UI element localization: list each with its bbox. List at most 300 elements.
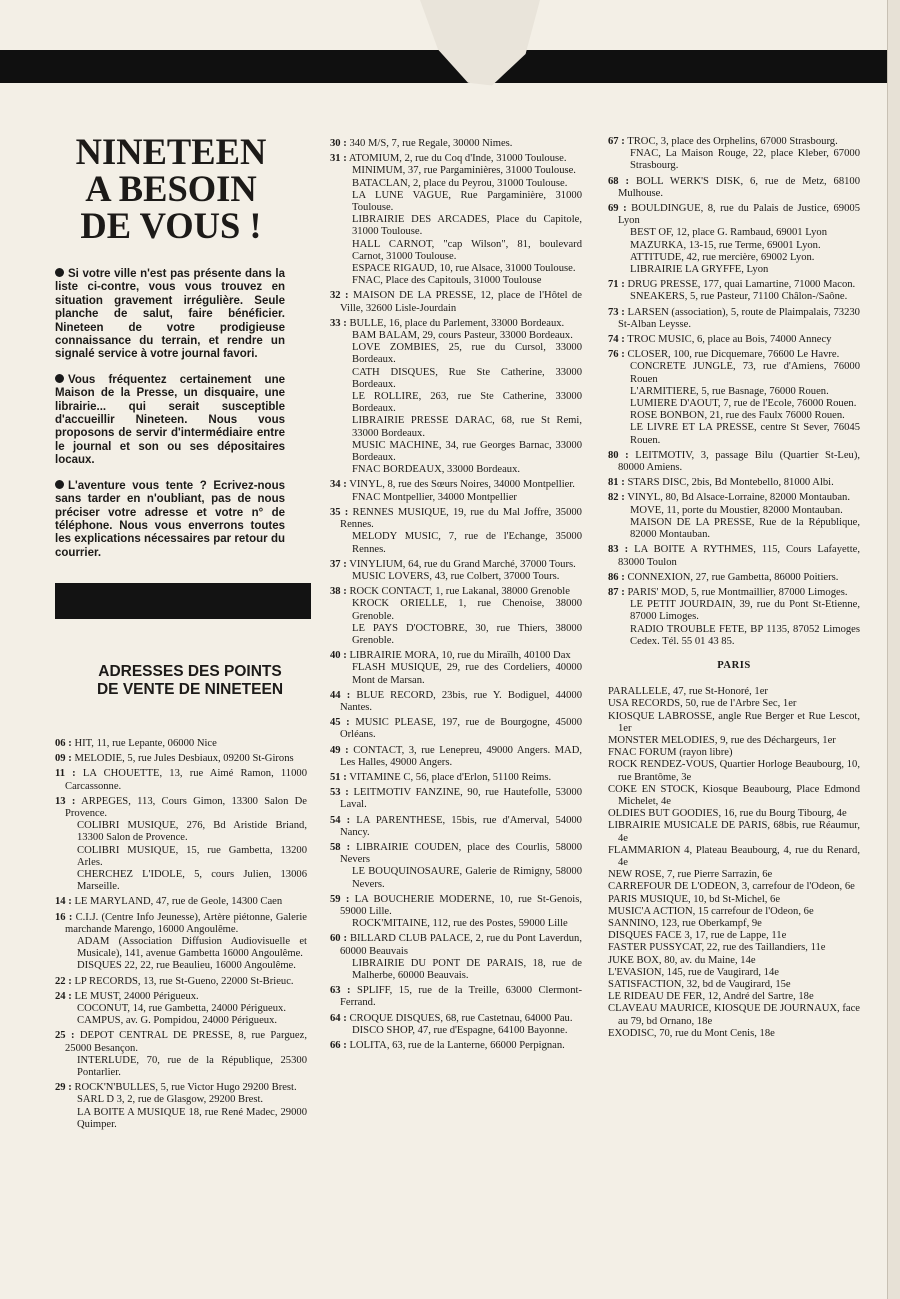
address-entry: [330, 479, 582, 503]
address-text: FLASH MUSIQUE, 29, rue des Cordeliers, 40000 Mont de Marsan.: [352, 662, 582, 686]
address-line: [330, 690, 582, 714]
paris-address: CLAVEAU MAURICE, KIOSQUE DE JOURNAUX, face au 79, bd Ornano, 18e: [608, 1003, 860, 1027]
department-number: 14 :: [55, 896, 72, 908]
address-entry: [608, 477, 860, 489]
address-text: BOULDINGUE, 8, rue du Palais de Justice, 69005 Lyon: [618, 203, 860, 227]
address-entry: [330, 586, 582, 647]
paris-address: FASTER PUSSYCAT, 22, rue des Taillandiers, 11e: [608, 942, 826, 954]
section-title-line-1: ADRESSES DES POINTS: [98, 663, 282, 680]
department-number: 73 :: [608, 306, 625, 318]
department-number: 71 :: [608, 279, 625, 291]
address-line: [55, 1003, 307, 1015]
paris-address: LE RIDEAU DE FER, 12, André del Sartre, 18e: [608, 991, 814, 1003]
address-entry: [330, 787, 582, 811]
address-line: [608, 410, 860, 422]
address-entry: [330, 745, 582, 769]
department-number: 25 :: [55, 1030, 75, 1042]
address-text: LIBRAIRIE PRESSE DARAC, 68, rue St Remi, 33000 Bordeaux.: [352, 415, 582, 439]
address-text: ATTITUDE, 42, rue mercière, 69002 Lyon.: [630, 251, 815, 263]
address-text: CONNEXION, 27, rue Gambetta, 86000 Poitiers.: [627, 571, 839, 583]
address-text: ROCK CONTACT, 1, rue Lakanal, 38000 Grenoble: [349, 586, 570, 598]
address-line: [55, 960, 307, 972]
department-number: 44 :: [330, 689, 351, 701]
bullet-icon: [55, 480, 64, 489]
address-entry: [608, 544, 860, 568]
department-number: 35 :: [330, 506, 349, 518]
address-entry: [55, 796, 307, 894]
address-line: [330, 415, 582, 439]
address-line: [608, 227, 860, 239]
address-line: [330, 1040, 582, 1052]
address-text: MAZURKA, 13-15, rue Terme, 69001 Lyon.: [630, 239, 821, 251]
address-line: [608, 136, 860, 148]
address-text: VINYL, 8, rue des Sœurs Noires, 34000 Montpellier.: [349, 479, 575, 491]
address-line: [55, 912, 307, 936]
address-entry: [608, 176, 860, 200]
address-line: [608, 492, 860, 504]
address-entry: [330, 772, 582, 784]
address-column-1: [55, 738, 307, 1134]
address-entry: [330, 894, 582, 931]
address-text: LOLITA, 63, rue de la Lanterne, 66000 Perpignan.: [349, 1040, 565, 1052]
address-line: [330, 918, 582, 930]
paris-address: L'EVASION, 145, rue de Vaugirard, 14e: [608, 966, 779, 978]
address-line: [330, 571, 582, 583]
address-text: DISCO SHOP, 47, rue d'Espagne, 64100 Bayonne.: [352, 1024, 568, 1036]
address-text: TROC, 3, place des Orphelins, 67000 Strasbourg.: [627, 136, 838, 147]
address-text: RADIO TROUBLE FETE, BP 1135, 87052 Limoges Cedex. Tél. 55 01 43 85.: [630, 623, 860, 647]
address-line: [330, 623, 582, 647]
address-entry: [608, 587, 860, 648]
address-line: [330, 367, 582, 391]
address-line: [330, 598, 582, 622]
address-entry: [608, 307, 860, 331]
address-text: RENNES MUSIQUE, 19, rue du Mal Joffre, 35000 Rennes.: [340, 506, 582, 531]
address-text: HIT, 11, rue Lepante, 06000 Nice: [74, 738, 217, 749]
address-entry: [608, 492, 860, 541]
address-line: [330, 717, 582, 741]
headline-line-1: NINETEEN: [75, 131, 267, 172]
address-line: [330, 586, 582, 598]
intro-paragraph-1: Si votre ville n'est pas présente dans la liste ci-contre, vous vous trouvez en situation gravement irrégulière. Seule planche de salut, faire bénéficier. Nineteen de votre prodigieuse connaissance du terrain, et rendre un signalé service à votre journal favori.: [55, 268, 285, 361]
department-number: 80 :: [608, 449, 629, 461]
address-line: [55, 820, 307, 844]
address-text: LIBRAIRIE COUDEN, place des Courlis, 58000 Nevers: [340, 841, 582, 866]
address-text: DEPOT CENTRAL DE PRESSE, 8, rue Parguez, 25000 Besançon.: [65, 1030, 307, 1054]
address-text: MUSIC PLEASE, 197, rue de Bourgogne, 45000 Orléans.: [340, 717, 582, 741]
address-line: [330, 138, 582, 150]
address-text: LA PARENTHESE, 15bis, rue d'Amerval, 54000 Nancy.: [340, 814, 582, 838]
address-text: COCONUT, 14, rue Gambetta, 24000 Périgueux.: [77, 1003, 286, 1015]
address-line: [330, 464, 582, 476]
address-entry: [608, 279, 860, 303]
section-title: [55, 663, 325, 699]
address-line: [55, 1015, 307, 1027]
address-line: [55, 976, 307, 988]
address-text: CONTACT, 3, rue Lenepreu, 49000 Angers. MAD, Les Halles, 49000 Angers.: [340, 744, 582, 768]
address-entry: [330, 985, 582, 1009]
address-line: [608, 203, 860, 227]
address-line: [55, 1030, 307, 1054]
address-line: [55, 869, 307, 893]
address-entry: [55, 912, 307, 973]
address-line: [608, 587, 860, 599]
address-line: [608, 477, 860, 489]
address-text: MELODIE, 5, rue Jules Desbiaux, 09200 St-Girons: [74, 753, 294, 765]
address-line: [55, 845, 307, 869]
address-text: SNEAKERS, 5, rue Pasteur, 71100 Châlon-/Saône.: [630, 291, 848, 303]
paris-address: LIBRAIRIE MUSICALE DE PARIS, 68bis, rue Réaumur, 4e: [608, 820, 860, 844]
address-line: [330, 815, 582, 839]
address-line: [55, 991, 307, 1003]
address-text: FNAC Montpellier, 34000 Montpellier: [352, 491, 517, 503]
address-text: BILLARD CLUB PALACE, 2, rue du Pont Laverdun, 60000 Beauvais: [340, 933, 582, 957]
department-number: 33 :: [330, 317, 347, 329]
address-line: [608, 572, 860, 584]
address-text: LUMIERE D'AOUT, 7, rue de l'Ecole, 76000 Rouen.: [630, 398, 857, 410]
address-line: [330, 330, 582, 342]
paris-address: EXODISC, 70, rue du Mont Cenis, 18e: [608, 1027, 775, 1039]
address-text: LA BOITE A MUSIQUE 18, rue René Madec, 29000 Quimper.: [77, 1106, 307, 1130]
address-line: [330, 531, 582, 555]
address-text: MUSIC LOVERS, 43, rue Colbert, 37000 Tours.: [352, 570, 560, 582]
address-text: SPLIFF, 15, rue de la Treille, 63000 Clermont-Ferrand.: [340, 985, 582, 1009]
address-entry: [55, 1030, 307, 1079]
address-entry: [330, 1040, 582, 1052]
address-line: [330, 985, 582, 1009]
address-line: [608, 291, 860, 303]
address-entry: [330, 153, 582, 287]
headline: [55, 133, 287, 244]
address-text: LOVE ZOMBIES, 25, rue du Cursol, 33000 Bordeaux.: [352, 342, 582, 366]
paris-heading: PARIS: [717, 659, 751, 671]
bullet-icon: [55, 268, 64, 277]
department-number: 37 :: [330, 558, 347, 570]
address-text: DRUG PRESSE, 177, quai Lamartine, 71000 Macon.: [627, 279, 856, 291]
address-text: ROCK'N'BULLES, 5, rue Victor Hugo 29200 Brest.: [74, 1082, 297, 1094]
address-line: [55, 768, 307, 792]
address-column-2: [330, 138, 582, 1055]
top-black-band: [0, 50, 890, 83]
address-line: [330, 650, 582, 662]
department-number: 29 :: [55, 1082, 72, 1094]
department-number: 82 :: [608, 492, 625, 504]
address-line: [330, 842, 582, 866]
address-line: [330, 958, 582, 982]
address-text: LE ROLLIRE, 263, rue Ste Catherine, 33000 Bordeaux.: [352, 391, 582, 415]
address-text: LARSEN (association), 5, route de Plaimpalais, 73230 St-Alban Leysse.: [618, 306, 860, 330]
department-number: 58 :: [330, 841, 351, 853]
address-text: LIBRAIRIE DES ARCADES, Place du Capitole, 31000 Toulouse.: [352, 214, 582, 238]
paris-address: COKE EN STOCK, Kiosque Beaubourg, Place Edmond Michelet, 4e: [608, 783, 860, 807]
address-line: [55, 738, 307, 750]
department-number: 40 :: [330, 650, 347, 662]
address-line: [330, 1013, 582, 1025]
department-number: 83 :: [608, 544, 629, 556]
paris-address: MONSTER MELODIES, 9, rue des Déchargeurs, 1er: [608, 734, 836, 746]
address-line: [55, 1082, 307, 1094]
department-number: 74 :: [608, 334, 625, 346]
department-number: 63 :: [330, 985, 351, 997]
address-text: LP RECORDS, 13, rue St-Gueno, 22000 St-Brieuc.: [74, 975, 294, 987]
paris-address: MUSIC'A ACTION, 15 carrefour de l'Odeon, 6e: [608, 905, 814, 917]
address-text: TROC MUSIC, 6, place au Bois, 74000 Annecy: [627, 334, 832, 346]
address-entry: [330, 1013, 582, 1037]
address-line: [55, 796, 307, 820]
address-text: LA CHOUETTE, 13, rue Aimé Ramon, 11000 Carcassonne.: [65, 768, 307, 792]
intro-text: [55, 268, 285, 572]
address-text: CONCRETE JUNGLE, 73, rue d'Amiens, 76000 Rouen: [630, 361, 860, 385]
address-entry: [330, 507, 582, 556]
address-line: [330, 479, 582, 491]
address-text: LE MUST, 24000 Périgueux.: [74, 990, 199, 1002]
black-band: [55, 583, 311, 619]
department-number: 49 :: [330, 744, 349, 756]
paris-address: KIOSQUE LABROSSE, angle Rue Berger et Rue Lescot, 1er: [608, 710, 860, 734]
address-line: [608, 517, 860, 541]
address-line: [330, 391, 582, 415]
address-entry: [330, 318, 582, 477]
address-entry: [55, 738, 307, 750]
address-text: PARIS' MOD, 5, rue Montmaillier, 87000 Limoges.: [627, 586, 848, 598]
address-line: [330, 190, 582, 214]
address-line: [55, 1055, 307, 1079]
address-text: MUSIC MACHINE, 34, rue Georges Barnac, 33000 Bordeaux.: [352, 439, 582, 464]
paris-address: DISQUES FACE 3, 17, rue de Lappe, 11e: [608, 930, 787, 942]
address-entry: [55, 1082, 307, 1131]
address-line: [330, 507, 582, 531]
address-text: CATH DISQUES, Rue Ste Catherine, 33000 Bordeaux.: [352, 366, 582, 390]
department-number: 53 :: [330, 787, 349, 799]
address-text: LE MARYLAND, 47, rue de Geole, 14300 Caen: [74, 896, 283, 908]
address-line: [608, 422, 860, 446]
address-text: LA BOUCHERIE MODERNE, 10, rue St-Genois, 59000 Lille.: [340, 893, 582, 917]
address-text: LE PAYS D'OCTOBRE, 30, rue Thiers, 38000 Grenoble.: [352, 622, 582, 646]
address-line: [330, 866, 582, 890]
address-text: VINYLIUM, 64, rue du Grand Marché, 37000 Tours.: [349, 558, 576, 570]
address-text: ARPEGES, 113, Cours Gimon, 13300 Salon De Provence.: [65, 795, 307, 820]
address-text: LEITMOTIV FANZINE, 90, rue Hautefolle, 53000 Laval.: [340, 787, 582, 811]
address-line: [330, 559, 582, 571]
address-entry: [55, 768, 307, 792]
department-number: 30 :: [330, 138, 347, 149]
address-text: L'ARMITIERE, 5, rue Basnage, 76000 Rouen.: [630, 385, 829, 397]
address-entry: [608, 572, 860, 584]
address-entry: [330, 815, 582, 839]
address-entry: [330, 842, 582, 891]
department-number: 31 :: [330, 153, 347, 165]
department-number: 54 :: [330, 814, 351, 826]
address-line: [330, 214, 582, 238]
address-text: ADAM (Association Diffusion Audiovisuelle et Musicale), 141, avenue Gambetta 16000 Angoulême.: [77, 936, 307, 960]
address-entry: [330, 290, 582, 314]
address-text: MINIMUM, 37, rue Pargaminières, 31000 Toulouse.: [352, 165, 576, 177]
department-number: 60 :: [330, 933, 348, 945]
address-text: CAMPUS, av. G. Pompidou, 24000 Périgueux.: [77, 1015, 278, 1027]
address-text: MAISON DE LA PRESSE, 12, place de l'Hôtel de Ville, 32600 Lisle-Jourdain: [340, 290, 582, 314]
department-number: 66 :: [330, 1040, 347, 1052]
address-text: FNAC, Place des Capitouls, 31000 Toulouse: [352, 275, 542, 287]
address-line: [55, 1094, 307, 1106]
address-text: MELODY MUSIC, 7, rue de l'Echange, 35000 Rennes.: [352, 531, 582, 555]
address-line: [608, 307, 860, 331]
address-text: ROCK'MITAINE, 112, rue des Postes, 59000 Lille: [352, 918, 568, 930]
address-text: INTERLUDE, 70, rue de la République, 25300 Pontarlier.: [77, 1054, 307, 1079]
address-text: CROQUE DISQUES, 68, rue Castetnau, 64000 Pau.: [349, 1012, 573, 1024]
address-line: [330, 263, 582, 275]
department-number: 64 :: [330, 1012, 347, 1024]
paris-address: OLDIES BUT GOODIES, 16, rue du Bourg Tibourg, 4e: [608, 808, 847, 820]
address-text: ATOMIUM, 2, rue du Coq d'Inde, 31000 Toulouse.: [348, 153, 567, 165]
department-number: 86 :: [608, 571, 625, 583]
address-text: STARS DISC, 2bis, Bd Montebello, 81000 Albi.: [627, 477, 834, 489]
address-text: FNAC BORDEAUX, 33000 Bordeaux.: [352, 464, 521, 476]
address-text: CLOSER, 100, rue Dicquemare, 76600 Le Havre.: [627, 349, 840, 361]
address-entry: [330, 559, 582, 583]
department-number: 87 :: [608, 586, 625, 598]
address-text: BEST OF, 12, place G. Rambaud, 69001 Lyon: [630, 227, 827, 239]
address-line: [608, 505, 860, 517]
department-number: 32 :: [330, 290, 349, 302]
torn-paper-notch: [420, 0, 540, 90]
address-text: BATACLAN, 2, place du Peyrou, 31000 Toulouse.: [352, 177, 568, 189]
paris-address: SANNINO, 123, rue Oberkampf, 9e: [608, 917, 762, 929]
address-text: COLIBRI MUSIQUE, 15, rue Gambetta, 13200 Arles.: [77, 844, 307, 868]
department-number: 11 :: [55, 768, 76, 780]
address-line: [55, 1107, 307, 1131]
address-line: [608, 240, 860, 252]
address-line: [608, 176, 860, 200]
address-text: COLIBRI MUSIQUE, 276, Bd Aristide Briand, 13300 Salon de Provence.: [77, 820, 307, 844]
address-line: [608, 398, 860, 410]
address-entry: [55, 976, 307, 988]
paris-address: PARIS MUSIQUE, 10, bd St-Michel, 6e: [608, 893, 781, 905]
address-line: [330, 239, 582, 263]
address-line: [330, 745, 582, 769]
headline-line-3: DE VOUS !: [80, 205, 262, 246]
address-line: [330, 440, 582, 464]
paris-address: FNAC FORUM (rayon libre): [608, 747, 733, 759]
paris-address: USA RECORDS, 50, rue de l'Arbre Sec, 1er: [608, 698, 797, 710]
address-text: CHERCHEZ L'IDOLE, 5, cours Julien, 13006 Marseille.: [77, 869, 307, 893]
address-text: VITAMINE C, 56, place d'Erlon, 51100 Reims.: [349, 771, 552, 783]
paris-address: ROCK RENDEZ-VOUS, Quartier Horloge Beaubourg, 10, rue Brantôme, 3e: [608, 759, 860, 783]
department-number: 67 :: [608, 136, 625, 147]
address-line: [608, 279, 860, 291]
department-number: 76 :: [608, 349, 625, 361]
address-text: LEITMOTIV, 3, passage Bilu (Quartier St-Leu), 80000 Amiens.: [618, 449, 860, 474]
intro-paragraph-2: Vous fréquentez certainement une Maison de la Presse, un disquaire, une librairie... qui serait susceptible d'accueillir Nineteen. Nous vous proposons de servir d'intermédiaire entre le journal et son ou ses dépositaires locaux.: [55, 373, 285, 467]
address-text: 340 M/S, 7, rue Regale, 30000 Nimes.: [349, 138, 513, 149]
address-text: MAISON DE LA PRESSE, Rue de la République, 82000 Montauban.: [630, 516, 860, 541]
headline-line-2: A BESOIN: [85, 168, 257, 209]
address-text: DISQUES 22, 22, rue Beaulieu, 16000 Angoulême.: [77, 960, 296, 972]
address-line: [55, 753, 307, 765]
address-text: KROCK ORIELLE, 1, rue Chenoise, 38000 Grenoble.: [352, 598, 582, 622]
address-text: MOVE, 11, porte du Moustier, 82000 Montauban.: [630, 504, 843, 516]
address-line: [330, 275, 582, 287]
address-line: [330, 178, 582, 190]
address-text: LIBRAIRIE LA GRYFFE, Lyon: [630, 264, 769, 276]
department-number: 69 :: [608, 203, 627, 215]
address-text: BOLL WERK'S DISK, 6, rue de Metz, 68100 Mulhouse.: [618, 175, 861, 199]
address-entry: [330, 138, 582, 150]
address-entry: [330, 933, 582, 982]
address-line: [608, 148, 860, 172]
address-text: LA LUNE VAGUE, Rue Pargaminière, 31000 Toulouse.: [352, 189, 582, 214]
address-line: [330, 787, 582, 811]
address-line: [608, 361, 860, 385]
address-line: [330, 342, 582, 366]
address-line: [330, 153, 582, 165]
department-number: 68 :: [608, 175, 630, 187]
paris-address: PARALLELE, 47, rue St-Honoré, 1er: [608, 686, 768, 698]
address-line: [330, 1025, 582, 1037]
department-number: 13 :: [55, 795, 76, 807]
address-line: [608, 386, 860, 398]
intro-paragraph-3: L'aventure vous tente ? Ecrivez-nous sans tarder en n'oubliant, pas de nous préciser votre adresse et votre n° de téléphone. Nous vous enverrons toutes les explications nécessaires par retour du courrier.: [55, 479, 285, 559]
department-number: 34 :: [330, 479, 347, 491]
section-title-line-2: DE VENTE DE NINETEEN: [96, 681, 284, 698]
address-entry: [55, 896, 307, 908]
address-line: [55, 896, 307, 908]
page-edge: [887, 0, 900, 1299]
address-text: HALL CARNOT, "cap Wilson", 81, boulevard Carnot, 31000 Toulouse.: [352, 238, 582, 262]
address-column-3: [608, 136, 860, 1040]
address-line: [330, 318, 582, 330]
address-line: [608, 252, 860, 264]
address-line: [608, 450, 860, 474]
address-line: [608, 624, 860, 648]
paris-address: SATISFACTION, 32, bd de Vaugirard, 15e: [608, 979, 791, 990]
address-line: [330, 662, 582, 686]
address-entry: [608, 136, 860, 173]
address-text: BAM BALAM, 29, cours Pasteur, 33000 Bordeaux.: [352, 330, 573, 342]
address-line: [608, 349, 860, 361]
department-number: 06 :: [55, 738, 72, 749]
address-line: [330, 772, 582, 784]
address-text: LE PETIT JOURDAIN, 39, rue du Pont St-Etienne, 87000 Limoges.: [630, 599, 860, 623]
address-text: BLUE RECORD, 23bis, rue Y. Bodiguel, 44000 Nantes.: [340, 689, 582, 713]
department-number: 59 :: [330, 893, 350, 905]
address-text: ROSE BONBON, 21, rue des Faulx 76000 Rouen.: [630, 410, 845, 422]
address-text: LIBRAIRIE MORA, 10, rue du Miraïlh, 40100 Dax: [349, 650, 571, 662]
paris-address: CARREFOUR DE L'ODEON, 3, carrefour de l'Odeon, 6e: [608, 881, 855, 893]
address-text: LIBRAIRIE DU PONT DE PARAIS, 18, rue de Malherbe, 60000 Beauvais.: [352, 957, 582, 981]
address-line: [55, 936, 307, 960]
bullet-icon: [55, 374, 64, 383]
paris-address: FLAMMARION 4, Plateau Beaubourg, 4, rue du Renard, 4e: [608, 844, 860, 868]
address-text: LE LIVRE ET LA PRESSE, centre St Sever, 76045 Rouen.: [630, 422, 860, 446]
department-number: 22 :: [55, 975, 72, 987]
department-number: 38 :: [330, 586, 347, 598]
address-entry: [330, 717, 582, 741]
paris-address: JUKE BOX, 80, av. du Maine, 14e: [608, 954, 756, 966]
address-text: VINYL, 80, Bd Alsace-Lorraine, 82000 Montauban.: [627, 492, 850, 504]
address-text: BULLE, 16, place du Parlement, 33000 Bordeaux.: [349, 317, 565, 329]
address-line: [330, 165, 582, 177]
address-text: C.I.J. (Centre Info Jeunesse), Artère piétonne, Galerie marchande Marengo, 16000 Angoulême.: [65, 911, 307, 935]
department-number: 45 :: [330, 717, 350, 729]
address-entry: [330, 650, 582, 687]
address-list-paris: [608, 686, 860, 1040]
address-line: [608, 264, 860, 276]
address-line: [330, 894, 582, 918]
address-line: [330, 492, 582, 504]
paris-address: NEW ROSE, 7, rue Pierre Sarrazin, 6e: [608, 869, 773, 881]
address-entry: [608, 450, 860, 474]
address-entry: [330, 690, 582, 714]
